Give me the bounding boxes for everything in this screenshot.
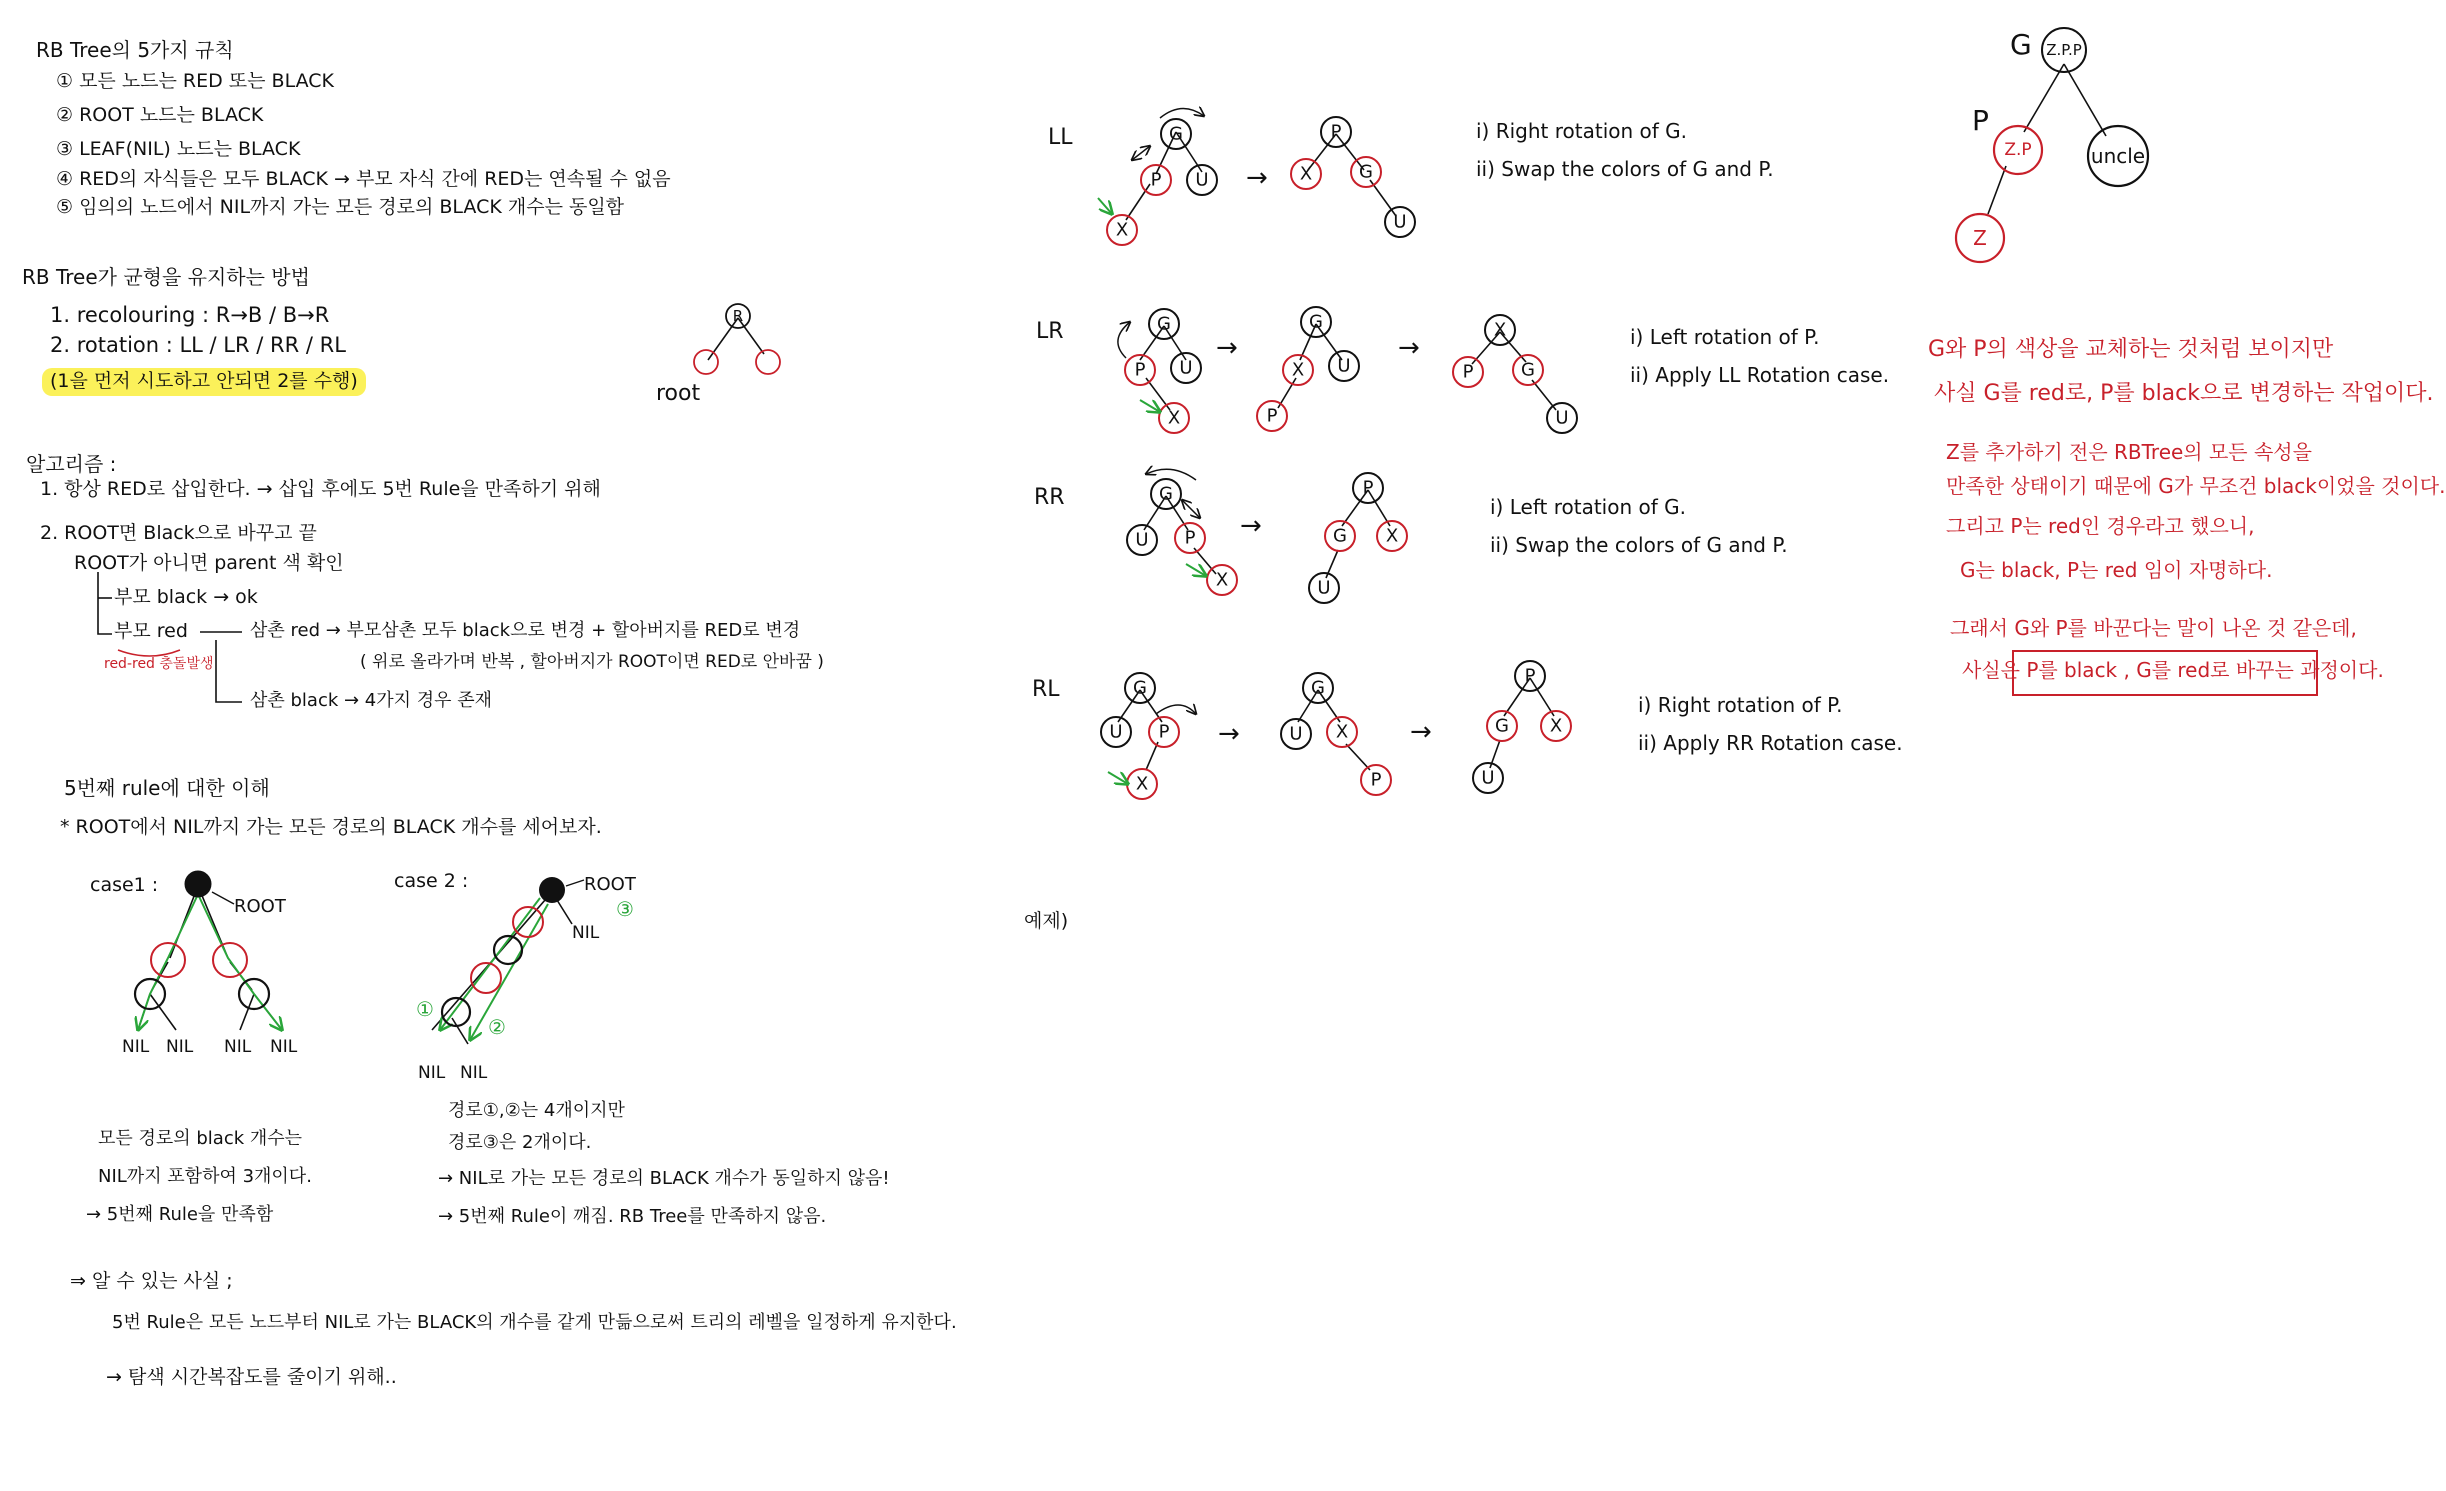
- rr-res-u-label: U: [1317, 577, 1331, 599]
- balance-title: RB Tree가 균형을 유지하는 방법: [22, 265, 310, 289]
- algorithm-step-1: 1. 항상 RED로 삽입한다. → 삽입 후에도 5번 Rule을 만족하기 위해: [40, 478, 601, 500]
- rl-step-1: i) Right rotation of P.: [1638, 693, 1843, 717]
- balance-note: (1을 먼저 시도하고 안되면 2를 수행): [42, 368, 366, 396]
- uncle-black: 삼촌 black → 4가지 경우 존재: [250, 690, 493, 711]
- lr-arrow-1: →: [1216, 333, 1238, 363]
- balance-root-label: root: [656, 381, 701, 406]
- rl-p-label: P: [1158, 721, 1170, 743]
- right-tree-g-label: G: [2010, 28, 2032, 61]
- explanation-line-7: 그래서 G와 P를 바꾼다는 말이 나온 것 같은데,: [1950, 616, 2357, 640]
- rule5-subtitle: * ROOT에서 NIL까지 가는 모든 경로의 BLACK 개수를 세어보자.: [60, 816, 602, 838]
- right-tree-p-node-label: Z.P: [2004, 140, 2032, 160]
- ll-g-label: G: [1169, 123, 1183, 145]
- case2-nil-1: NIL: [418, 1063, 446, 1083]
- balance-root-diagram: [656, 304, 780, 406]
- rl-mid-g-label: G: [1311, 677, 1325, 699]
- case1-nil-4: NIL: [270, 1037, 298, 1057]
- lr-rotation: [1036, 307, 1577, 433]
- rl-mid-x-label: X: [1335, 721, 1349, 743]
- lr-g-label: G: [1157, 313, 1171, 335]
- rl-label: RL: [1032, 677, 1060, 702]
- conclusion-line-1: 5번 Rule은 모든 노드부터 NIL로 가는 BLACK의 개수를 같게 만듦으로써 트리의 레벨을 일정하게 유지한다.: [112, 1312, 957, 1333]
- ll-res-g-label: G: [1359, 161, 1373, 183]
- case2-path-3: ③: [616, 897, 634, 921]
- balance-item-1: 1. recolouring : R→B / B→R: [50, 303, 330, 327]
- rr-g-label: G: [1159, 483, 1173, 505]
- rl-rotation: [1032, 661, 1571, 799]
- explanation-line-3: Z를 추가하기 전은 RBTree의 모든 속성을: [1946, 440, 2312, 464]
- case2-path-2: ②: [488, 1015, 506, 1039]
- lr-res-p-label: P: [1462, 361, 1474, 383]
- uncle-red-note: ( 위로 올라가며 반복 , 할아버지가 ROOT이면 RED로 안바꿈 ): [360, 652, 824, 672]
- right-tree-g-node-label: Z.P.P: [2046, 41, 2082, 59]
- algorithm-step-2b: ROOT가 아니면 parent 색 확인: [74, 552, 344, 574]
- rr-step-2: ii) Swap the colors of G and P.: [1490, 533, 1788, 557]
- lr-mid-u-label: U: [1337, 355, 1351, 377]
- explanation-line-6: G는 black, P는 red 임이 자명하다.: [1960, 558, 2273, 582]
- balance-root-node-label: R: [732, 307, 744, 325]
- rr-res-g-label: G: [1333, 525, 1347, 547]
- lr-x-label: X: [1167, 407, 1181, 429]
- explanation-line-1: G와 P의 색상을 교체하는 것처럼 보이지만: [1928, 337, 2334, 362]
- ll-res-x-label: X: [1299, 163, 1313, 185]
- rr-label: RR: [1034, 485, 1065, 510]
- lr-res-x-label: X: [1493, 319, 1507, 341]
- rl-step-2: ii) Apply RR Rotation case.: [1638, 731, 1903, 755]
- ll-rotation: [1048, 108, 1415, 245]
- case2-nil-2: NIL: [460, 1063, 488, 1083]
- lr-p-label: P: [1134, 359, 1146, 381]
- parent-black: 부모 black → ok: [114, 586, 258, 608]
- case1-label: case1 :: [90, 874, 159, 896]
- uncle-red: 삼촌 red → 부모삼촌 모두 black으로 변경 + 할아버지를 RED로 변경: [250, 620, 801, 641]
- lr-res-g-label: G: [1521, 359, 1535, 381]
- rl-g-label: G: [1133, 677, 1147, 699]
- rr-res-p-label: P: [1362, 477, 1374, 499]
- rule-5: ⑤ 임의의 노드에서 NIL까지 가는 모든 경로의 BLACK 개수는 동일함: [56, 196, 625, 218]
- case2-root-label: ROOT: [584, 874, 636, 895]
- rule-3: ③ LEAF(NIL) 노드는 BLACK: [56, 138, 301, 160]
- ll-res-p-label: P: [1330, 121, 1342, 143]
- lr-step-1: i) Left rotation of P.: [1630, 325, 1820, 349]
- balance-right-red-node: [756, 350, 780, 374]
- case1-text-1: 모든 경로의 black 개수는: [98, 1128, 303, 1149]
- lr-step-2: ii) Apply LL Rotation case.: [1630, 363, 1890, 387]
- explanation-line-2: 사실 G를 red로, P를 black으로 변경하는 작업이다.: [1934, 381, 2434, 406]
- rl-mid-p-label: P: [1370, 769, 1382, 791]
- ll-arrow-1: →: [1246, 163, 1268, 193]
- ll-res-u-label: U: [1393, 211, 1407, 233]
- lr-u-label: U: [1179, 357, 1193, 379]
- example-label: 예제): [1024, 910, 1069, 932]
- case2-path-1: ①: [416, 997, 434, 1021]
- rl-res-u-label: U: [1481, 767, 1495, 789]
- case2-nil-right: NIL: [572, 923, 600, 943]
- case1-root-node: [185, 871, 211, 897]
- case2-label: case 2 :: [394, 870, 469, 892]
- case2-text-3: → NIL로 가는 모든 경로의 BLACK 개수가 동일하지 않음!: [438, 1168, 890, 1189]
- case1-text-3: → 5번째 Rule을 만족함: [86, 1204, 274, 1225]
- right-tree-p-label: P: [1972, 104, 1989, 137]
- right-tree: [1956, 28, 2148, 262]
- rl-x-label: X: [1135, 773, 1149, 795]
- ll-x-label: X: [1115, 219, 1129, 241]
- right-tree-uncle-node-label: uncle: [2090, 144, 2146, 168]
- case2-tree: [416, 874, 637, 1083]
- rr-p-label: P: [1184, 527, 1196, 549]
- rr-u-label: U: [1135, 529, 1149, 551]
- lr-mid-x-label: X: [1291, 359, 1305, 381]
- rules-title: RB Tree의 5가지 규칙: [36, 38, 234, 62]
- case2-text-4: → 5번째 Rule이 깨짐. RB Tree를 만족하지 않음.: [438, 1206, 827, 1227]
- case1-nil-2: NIL: [166, 1037, 194, 1057]
- case2-text-2: 경로③은 2개이다.: [448, 1132, 592, 1153]
- rl-res-g-label: G: [1495, 715, 1509, 737]
- rl-mid-u-label: U: [1289, 723, 1303, 745]
- rr-arrow-1: →: [1240, 511, 1262, 541]
- lr-arrow-2: →: [1398, 333, 1420, 363]
- rule-4: ④ RED의 자식들은 모두 BLACK → 부모 자식 간에 RED는 연속될 수 없음: [56, 168, 671, 190]
- conclusion-title: ⇒ 알 수 있는 사실 ;: [70, 1270, 233, 1292]
- ll-p-label: P: [1150, 169, 1162, 191]
- lr-mid-p-label: P: [1266, 405, 1278, 427]
- case2-text-1: 경로①,②는 4개이지만: [448, 1100, 625, 1121]
- parent-red: 부모 red: [114, 620, 188, 642]
- ll-step-2: ii) Swap the colors of G and P.: [1476, 157, 1774, 181]
- lr-label: LR: [1036, 319, 1064, 344]
- rl-res-x-label: X: [1549, 715, 1563, 737]
- explanation-line-4: 만족한 상태이기 때문에 G가 무조건 black이었을 것이다.: [1946, 474, 2446, 498]
- rule-2: ② ROOT 노드는 BLACK: [56, 104, 264, 126]
- case1-text-2: NIL까지 포함하여 3개이다.: [98, 1166, 312, 1187]
- ll-step-1: i) Right rotation of G.: [1476, 119, 1688, 143]
- conclusion-line-2: → 탐색 시간복잡도를 줄이기 위해..: [106, 1366, 397, 1388]
- rr-rotation: [1034, 469, 1407, 603]
- rule5-title: 5번째 rule에 대한 이해: [64, 776, 270, 800]
- lr-res-u-label: U: [1555, 407, 1569, 429]
- ll-label: LL: [1048, 125, 1073, 150]
- rl-arrow-1: →: [1218, 719, 1240, 749]
- right-tree-z-node-label: Z: [1973, 226, 1987, 250]
- lr-mid-g-label: G: [1309, 311, 1323, 333]
- rl-arrow-2: →: [1410, 717, 1432, 747]
- rl-res-p-label: P: [1524, 665, 1536, 687]
- rr-res-x-label: X: [1385, 525, 1399, 547]
- explanation-line-8: 사실은 P를 black , G를 red로 바꾸는 과정이다.: [1962, 658, 2384, 682]
- red-red-conflict: red-red 충돌발생: [104, 656, 214, 672]
- explanation-line-5: 그리고 P는 red인 경우라고 했으니,: [1946, 514, 2255, 538]
- ll-u-label: U: [1195, 169, 1209, 191]
- balance-item-2: 2. rotation : LL / LR / RR / RL: [50, 333, 346, 357]
- rl-u-label: U: [1109, 721, 1123, 743]
- case1-root-label: ROOT: [234, 896, 286, 917]
- algorithm-title: 알고리즘 :: [26, 452, 117, 476]
- case2-root-node: [539, 877, 565, 903]
- rr-step-1: i) Left rotation of G.: [1490, 495, 1686, 519]
- case1-nil-3: NIL: [224, 1037, 252, 1057]
- rule-1: ① 모든 노드는 RED 또는 BLACK: [56, 70, 334, 92]
- algorithm-brackets: [98, 572, 242, 702]
- balance-left-red-node: [694, 350, 718, 374]
- case1-tree: [122, 871, 298, 1057]
- case1-nil-1: NIL: [122, 1037, 150, 1057]
- algorithm-step-2: 2. ROOT면 Black으로 바꾸고 끝: [40, 522, 317, 544]
- rr-x-label: X: [1215, 569, 1229, 591]
